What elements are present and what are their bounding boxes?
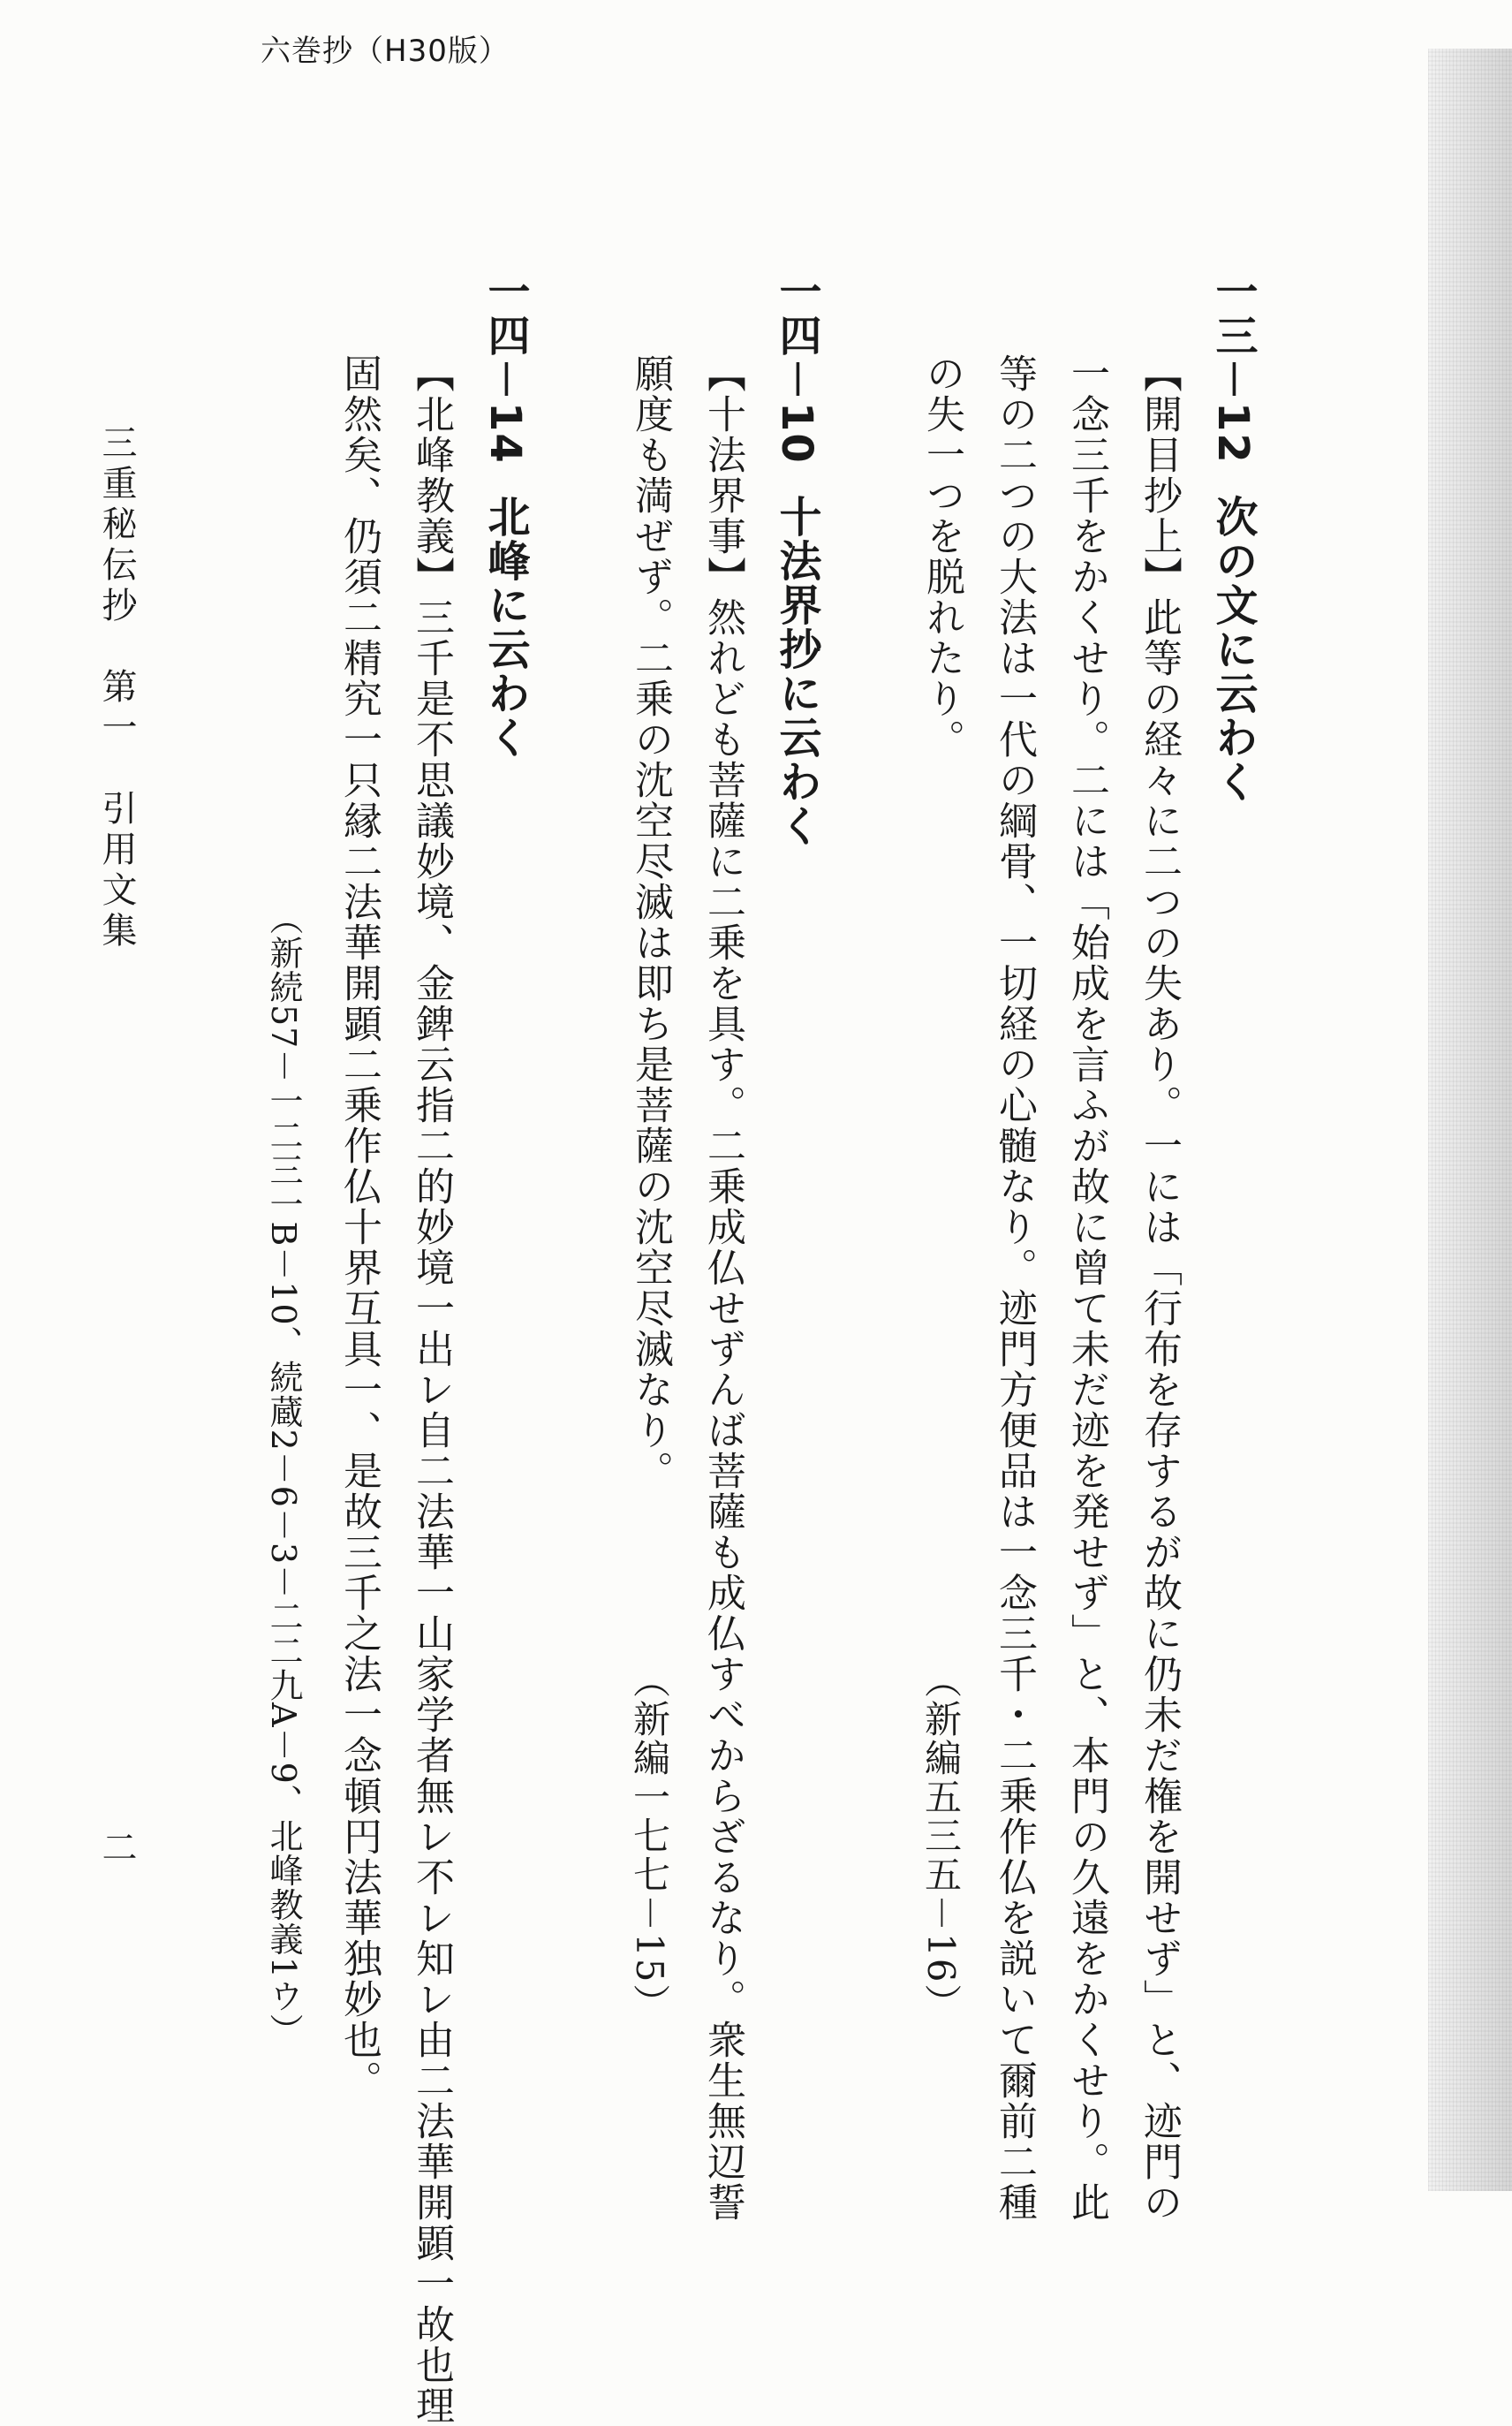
section-1-line-1 (1137, 353, 1182, 2223)
section-1-source: （新編五三五－16） (919, 1661, 963, 2023)
section-1-heading (1208, 269, 1258, 804)
section-2-source: （新編一七七－15） (628, 1661, 671, 2023)
book-title-footer: 三重秘伝抄 第一 引用文集 (96, 424, 137, 952)
section-1-text-line: 此等の経々に二つの失あり。一には「行布を存するが故に仍未だ権を開せず」と、迹門の (1137, 597, 1182, 2223)
section-3-source: （新続57－一二三一B－10、続蔵2－6－3－二二九A－9、北峰教義1ウ） (264, 901, 303, 2048)
section-1-heading-title: 次の文に云わく (1208, 494, 1258, 804)
section-3-line-1 (409, 353, 454, 2426)
scanned-page-edge (1428, 49, 1512, 2191)
section-1-line-2: 一念三千をかくせり。二には「始成を言ふが故に曾て未だ迹を発せず」と、本門の久遠をかくせり。此 (1064, 353, 1109, 2223)
section-3-line-2: 固然矣、仍須二精究一只縁二法華開顕二乗作仏十界互具一、是故三千之法一念頓円法華独妙也。 (336, 353, 382, 2101)
section-2-heading-title: 十法界抄に云わく (772, 494, 821, 848)
page-number: 二 (96, 1829, 137, 1866)
section-3-heading-title: 北峰に云わく (480, 494, 530, 760)
running-head: 六巻抄（H30版） (261, 34, 510, 69)
section-3-heading (480, 269, 530, 760)
section-3-tag: 【北峰教義】 (409, 353, 454, 597)
section-2-heading (772, 269, 821, 848)
section-1-line-3: 等の二つの大法は一代の綱骨、一切経の心髄なり。迹門方便品は一念三千・二乗作仏を説いて爾前二種 (992, 353, 1037, 2223)
section-1-heading-number: 一三－12 (1208, 269, 1258, 465)
section-2-heading-number: 一四－10 (772, 269, 821, 465)
section-2-line-1 (700, 353, 745, 2223)
section-2-line-2: 願度も満ぜず。二乗の沈空尽滅は即ち是菩薩の沈空尽滅なり。 (628, 353, 673, 1491)
section-2-text-line: 然れども菩薩に二乗を具す。二乗成仏せずんば菩薩も成仏すべからざるなり。衆生無辺誓 (700, 597, 745, 2223)
section-3-text-line: 三千是不思議妙境、金錍云指二的妙境一出レ自二法華一山家学者無レ不レ知レ由二法華開顕一故也理 (409, 597, 454, 2426)
section-2-tag: 【十法界事】 (700, 353, 745, 597)
section-1-line-4: の失一つを脱れたり。 (919, 353, 964, 760)
section-1-tag: 【開目抄上】 (1137, 353, 1182, 597)
section-3-heading-number: 一四－14 (480, 269, 530, 465)
